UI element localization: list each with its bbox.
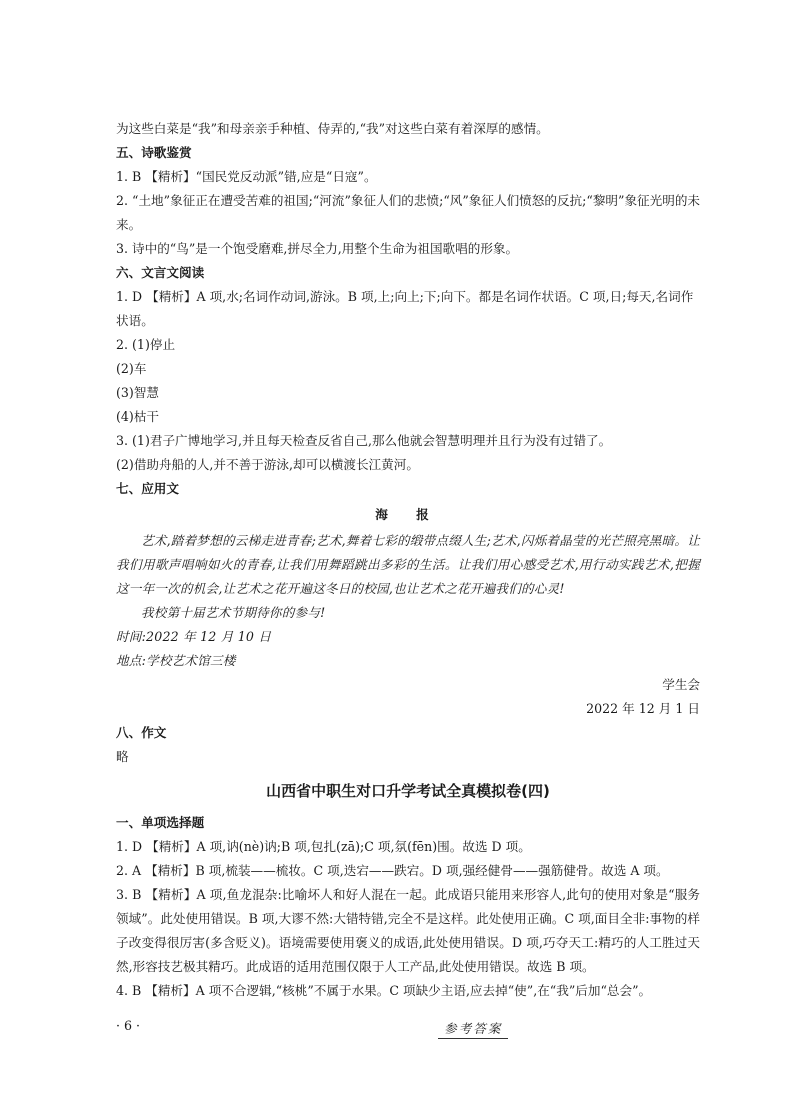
answer-line: 3. B 【精析】A 项,鱼龙混杂:比喻坏人和好人混在一起。此成语只能用来形容人,此句的使用对象是“服务领域”。此处使用错误。B 项,大谬不然:大错特错,完全不是这样。此处使用正确。C 项,面目全非:事物的样子改变得很厉害(多含贬义)。语境需要使用褒义的成语,此处使用错误。D 项,巧夺天工:精巧的人工胜过天然,形容技艺极其精巧。此成语的适用范围仅限于人工产品,此处使用错误。故选 B 项。	[116, 887, 700, 974]
paper-title: 山西省中职生对口升学考试全真模拟卷(四)	[266, 782, 550, 800]
answer-line: (2)车	[116, 361, 147, 376]
poster-time: 时间:2022 年 12 月 10 日	[116, 629, 272, 644]
page-number: · 6 ·	[116, 1018, 141, 1033]
poster-body: 艺术,踏着梦想的云梯走进青春;艺术,舞着七彩的缎带点缀人生;艺术,闪烁着晶莹的光芒照亮黑暗。让我们用歌声唱响如火的青春,让我们用舞蹈跳出多彩的生活。让我们用心感受艺术,用行动实践艺术,把握这一年一次的机会,让艺术之花开遍这冬日的校园,也让艺术之花开遍我们的心灵!	[116, 533, 700, 596]
section-heading-essay: 八、作文	[116, 725, 167, 740]
answer-line: 略	[116, 749, 129, 764]
poster-title: 海 报	[375, 507, 441, 522]
answer-line: (3)智慧	[116, 385, 160, 400]
answer-line: 2. “土地”象征正在遭受苦难的祖国;“河流”象征人们的悲愤;“风”象征人们愤怒的反抗;“黎明”象征光明的未来。	[116, 193, 701, 232]
footer-label: 参考答案	[438, 1018, 508, 1039]
answer-line: 1. D 【精析】A 项,水;名词作动词,游泳。B 项,上;向上;下;向下。都是名词作状语。C 项,日;每天,名词作状语。	[116, 289, 694, 328]
answer-line: 1. D 【精析】A 项,讷(nè)讷;B 项,包扎(zā);C 项,氛(fēn)围。故选 D 项。	[116, 839, 531, 854]
page-footer	[116, 1018, 700, 1038]
poster-place: 地点:学校艺术馆三楼	[116, 653, 236, 668]
answer-line: 3. 诗中的“鸟”是一个饱受磨难,拼尽全力,用整个生命为祖国歌唱的形象。	[116, 241, 519, 256]
answer-line: (2)借助舟船的人,并不善于游泳,却可以横渡长江黄河。	[116, 457, 419, 472]
section-heading-poetry: 五、诗歌鉴赏	[116, 145, 192, 160]
answer-line: 3. (1)君子广博地学习,并且每天检查反省自己,那么他就会智慧明理并且行为没有过错了。	[116, 433, 612, 448]
answer-line: 4. B 【精析】A 项不合逻辑,“核桃”不属于水果。C 项缺少主语,应去掉“使”,在“我”后加“总会”。	[116, 983, 652, 998]
answer-line: (4)枯干	[116, 409, 160, 424]
answer-line: 2. (1)停止	[116, 337, 176, 352]
text-line: 为这些白菜是“我”和母亲亲手种植、侍弄的,“我”对这些白菜有着深厚的感情。	[116, 121, 549, 136]
answer-line: 1. B 【精析】“国民党反动派”错,应是“日寇”。	[116, 169, 377, 184]
poster-date: 2022 年 12 月 1 日	[586, 701, 700, 716]
answer-line: 2. A 【精析】B 项,梳装——梳妆。C 项,迭宕——跌宕。D 项,强经健骨——强筋健骨。故选 A 项。	[116, 863, 669, 878]
poster-invite: 我校第十届艺术节期待你的参与!	[141, 605, 326, 620]
section-heading-choice: 一、单项选择题	[116, 815, 205, 830]
section-heading-classical: 六、文言文阅读	[116, 265, 205, 280]
poster-organizer: 学生会	[662, 677, 700, 692]
answer-content	[116, 117, 700, 1003]
section-heading-applied: 七、应用文	[116, 481, 179, 496]
